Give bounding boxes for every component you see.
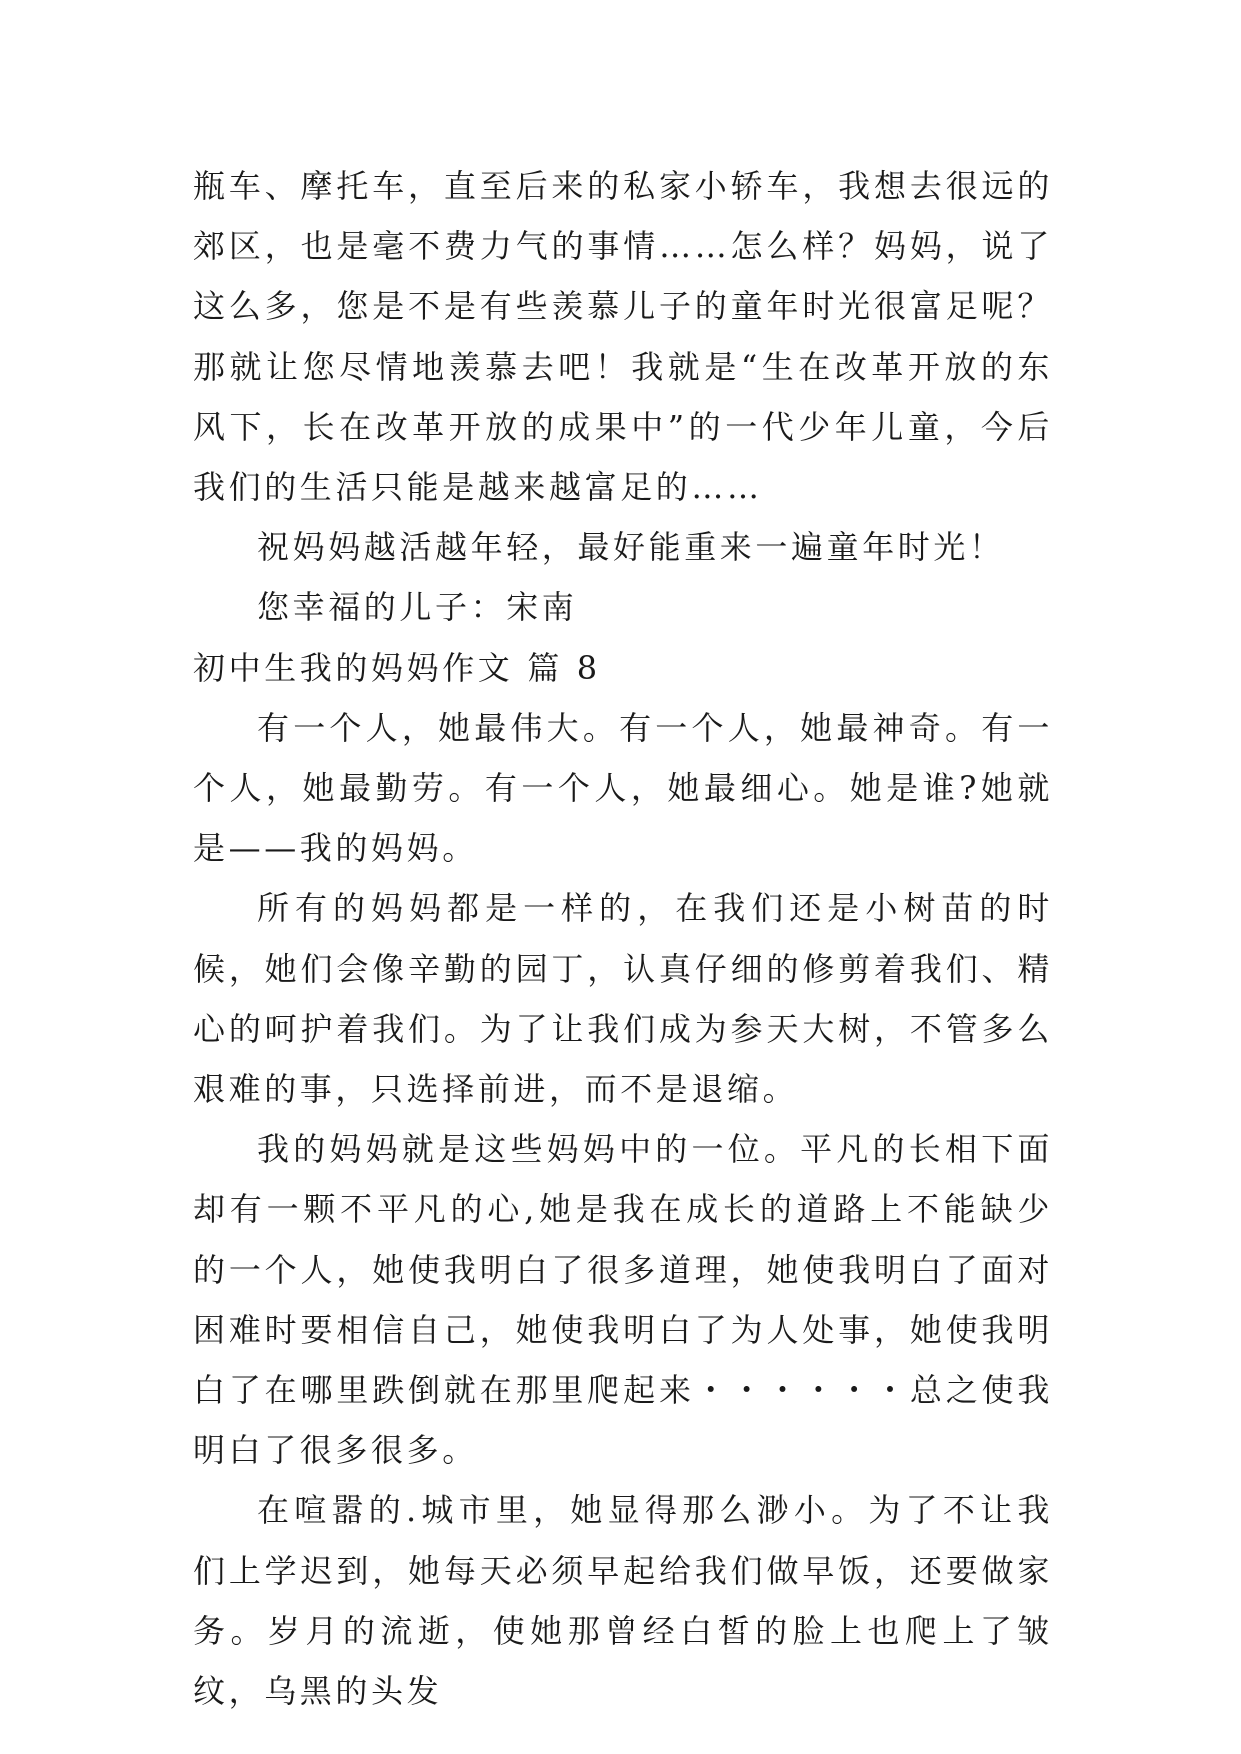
section-heading bbox=[193, 638, 1053, 698]
section-title: 初中生我的妈妈作文 bbox=[193, 648, 514, 687]
body-paragraph: 在喧嚣的.城市里，她显得那么渺小。为了不让我们上学迟到，她每天必须早起给我们做早饭，还要做家务。岁月的流逝，使她那曾经白皙的脸上也爬上了皱纹，乌黑的头发 bbox=[193, 1491, 1053, 1711]
body-paragraph: 所有的妈妈都是一样的，在我们还是小树苗的时候，她们会像辛勤的园丁，认真仔细的修剪着我们、精心的呵护着我们。为了让我们成为参天大树，不管多么艰难的事，只选择前进，而不是退缩。 bbox=[193, 889, 1053, 1109]
section-label: 篇 8 bbox=[527, 648, 601, 687]
wish-line: 祝妈妈越活越年轻，最好能重来一遍童年时光！ bbox=[257, 528, 1005, 567]
document-page bbox=[193, 156, 1053, 1721]
body-paragraph: 我的妈妈就是这些妈妈中的一位。平凡的长相下面却有一颗不平凡的心,她是我在成长的道路上不能缺少的一个人，她使我明白了很多道理，她使我明白了面对困难时要相信自己，她使我明白了为人处事，她使我明白了在哪里跌倒就在那里爬起来・・・・・・总之使我明白了很多很多。 bbox=[193, 1130, 1053, 1470]
continuation-paragraph: 瓶车、摩托车，直至后来的私家小轿车，我想去很远的郊区，也是毫不费力气的事情……怎么样？妈妈，说了这么多，您是不是有些羡慕儿子的童年时光很富足呢？那就让您尽情地羡慕去吧！我就是“生在改革开放的东风下，长在改革开放的成果中”的一代少年儿童，今后我们的生活只能是越来越富足的…… bbox=[193, 167, 1053, 507]
body-paragraph: 有一个人，她最伟大。有一个人，她最神奇。有一个人，她最勤劳。有一个人，她最细心。她是谁?她就是——我的妈妈。 bbox=[193, 708, 1053, 868]
signature-line: 您幸福的儿子：宋南 bbox=[257, 588, 578, 627]
